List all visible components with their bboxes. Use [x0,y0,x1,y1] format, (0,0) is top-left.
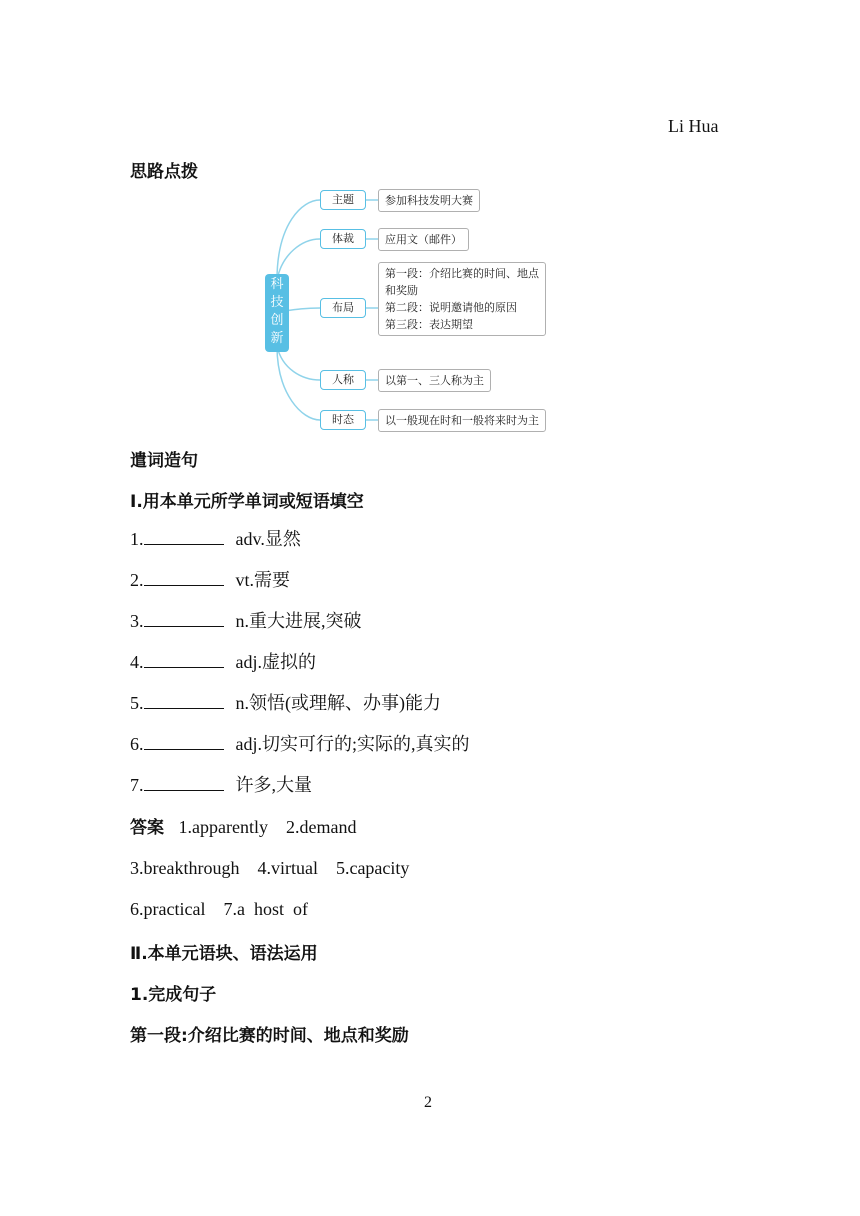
branch-person-line: 以第一、三人称为主 [385,374,484,387]
branch-topic-value [378,189,480,212]
item-number: 3. [130,611,144,631]
branch-genre-line: 应用文（邮件） [385,233,462,246]
answer-blank[interactable] [144,570,224,586]
branch-tense-line: 以一般现在时和一般将来时为主 [385,414,539,427]
item-number: 1. [130,529,144,549]
answer-line-2: 3.breakthrough 4.virtual 5.capacity [130,858,410,878]
fill-item [130,774,312,796]
item-number: 6. [130,734,144,754]
paragraph-one-heading: 第一段:介绍比赛的时间、地点和奖励 [130,1026,409,1046]
branch-tense-label: 时态 [320,410,366,430]
item-definition: adj.切实可行的;实际的,真实的 [235,734,470,754]
answer-line-3: 6.practical 7.a host of [130,899,308,919]
answer-label: 答案 [130,818,164,838]
branch-topic-line: 参加科技发明大赛 [385,194,473,207]
answer-blank[interactable] [144,693,224,709]
answer-blank[interactable] [144,611,224,627]
answer-blank[interactable] [144,734,224,750]
letter-signature: Li Hua [668,116,719,136]
mind-map-center: 科技创新 [265,274,289,352]
item-definition: adv.显然 [235,529,301,549]
branch-tense-value [378,409,546,432]
item-definition: adj.虚拟的 [235,652,316,672]
fill-item [130,610,362,632]
part1-title: Ⅰ.用本单元所学单词或短语填空 [130,492,364,512]
branch-layout-line: 和奖励 [385,284,418,297]
item-definition: n.领悟(或理解、办事)能力 [235,693,441,713]
branch-layout-line: 第二段：说明邀请他的原因 [385,301,517,314]
item-definition: n.重大进展,突破 [235,611,362,631]
branch-person-label: 人称 [320,370,366,390]
item-number: 5. [130,693,144,713]
answer-blank[interactable] [144,529,224,545]
section-thinking-heading: 思路点拨 [130,162,198,182]
answer-blank[interactable] [144,775,224,791]
branch-layout-label: 布局 [320,298,366,318]
answer-line-1 [130,816,356,839]
mind-map-diagram [262,184,602,436]
fill-item [130,692,441,714]
item-number: 4. [130,652,144,672]
part2-title: Ⅱ.本单元语块、语法运用 [130,944,318,964]
sub-heading-complete-sentences: 1.完成句子 [130,985,217,1005]
section-words-heading: 遣词造句 [130,451,198,471]
branch-genre-value [378,228,469,251]
branch-topic-label: 主题 [320,190,366,210]
answer-blank[interactable] [144,652,224,668]
fill-item [130,569,290,591]
fill-item [130,528,301,550]
branch-layout-line: 第三段：表达期望 [385,318,473,331]
item-number: 7. [130,775,144,795]
item-definition: vt.需要 [235,570,291,590]
page-number: 2 [424,1094,432,1111]
branch-genre-label: 体裁 [320,229,366,249]
answer-text: 1.apparently 2.demand [178,817,357,837]
branch-layout-line: 第一段：介绍比赛的时间、地点 [385,267,539,280]
fill-item [130,733,470,755]
fill-item [130,651,316,673]
branch-layout-value [378,262,546,336]
item-definition: 许多,大量 [235,775,312,795]
item-number: 2. [130,570,144,590]
branch-person-value [378,369,491,392]
